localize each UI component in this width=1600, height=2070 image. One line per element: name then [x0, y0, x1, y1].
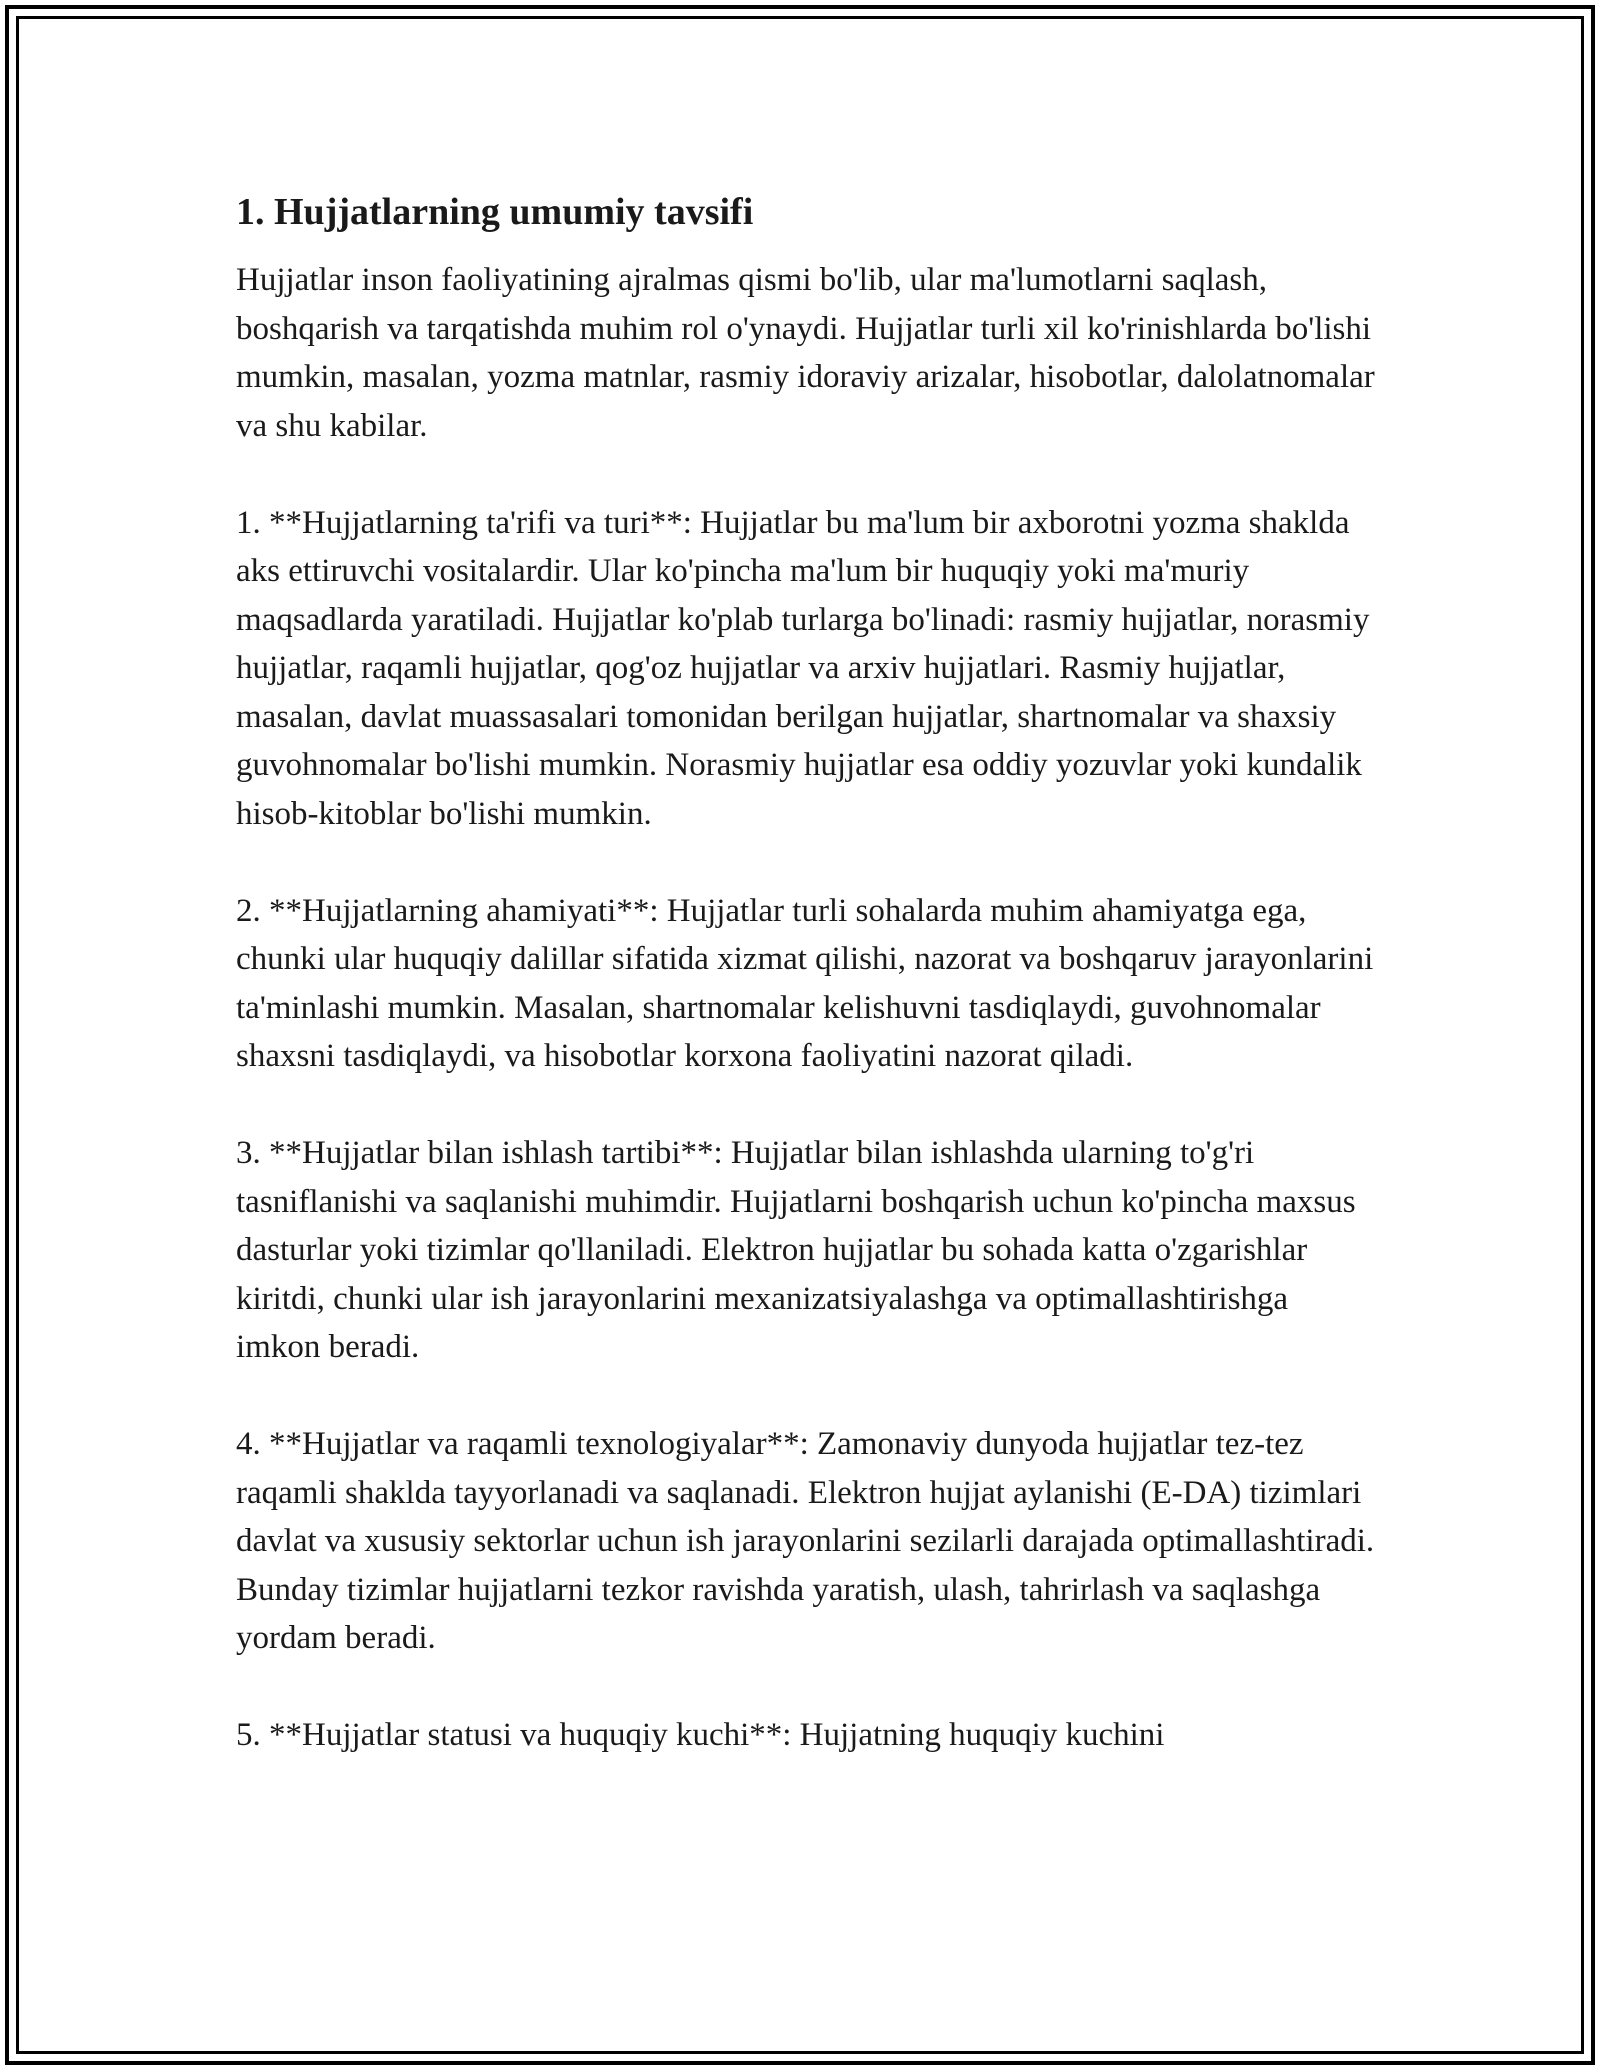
document-body: [236, 186, 1376, 1808]
document-title: 1. Hujjatlarning umumiy tavsifi: [236, 191, 754, 233]
section-1-paragraph: 1. **Hujjatlarning ta'rifi va turi**: Hujjatlar bu ma'lum bir axborotni yozma shaklda aks ettiruvchi vositalardir. Ular ko'pincha ma'lum bir huquqiy yoki ma'muriy maqsadlarda yaratiladi. Hujjatlar ko'plab turlarga bo'linadi: rasmiy hujjatlar, norasmiy hujjatlar, raqamli hujjatlar, qog'oz hujjatlar va arxiv hujjatlari. Rasmiy hujjatlar, masalan, davlat muassasalari tomonidan berilgan hujjatlar, shartnomalar va shaxsiy guvohnomalar bo'lishi mumkin. Norasmiy hujjatlar esa oddiy yozuvlar yoki kundalik hisob-kitoblar bo'lishi mumkin.: [236, 504, 1370, 832]
section-3-paragraph: 3. **Hujjatlar bilan ishlash tartibi**: Hujjatlar bilan ishlashda ularning to'g'ri tasniflanishi va saqlanishi muhimdir. Hujjatlarni boshqarish uchun ko'pincha maxsus dasturlar yoki tizimlar qo'llaniladi. Elektron hujjatlar bu sohada katta o'zgarishlar kiritdi, chunki ular ish jarayonlarini mexanizatsiyalashga va optimallashtirishga imkon beradi.: [236, 1135, 1356, 1365]
section-2-paragraph: 2. **Hujjatlarning ahamiyati**: Hujjatlar turli sohalarda muhim ahamiyatga ega, chunki ular huquqiy dalillar sifatida xizmat qilishi, nazorat va boshqaruv jarayonlarini ta'minlashi mumkin. Masalan, shartnomalar kelishuvni tasdiqlaydi, guvohnomalar shaxsni tasdiqlaydi, va hisobotlar korxona faoliyatini nazorat qiladi.: [236, 892, 1374, 1074]
section-4-paragraph: 4. **Hujjatlar va raqamli texnologiyalar**: Zamonaviy dunyoda hujjatlar tez-tez raqamli shaklda tayyorlanadi va saqlanadi. Elektron hujjat aylanishi (E-DA) tizimlari davlat va xususiy sektorlar uchun ish jarayonlarini sezilarli darajada optimallashtiradi. Bunday tizimlar hujjatlarni tezkor ravishda yaratish, ulash, tahrirlash va saqlashga yordam beradi.: [236, 1426, 1375, 1656]
intro-paragraph: Hujjatlar inson faoliyatining ajralmas qismi bo'lib, ular ma'lumotlarni saqlash, boshqarish va tarqatishda muhim rol o'ynaydi. Hujjatlar turli xil ko'rinishlarda bo'lishi mumkin, masalan, yozma matnlar, rasmiy idoraviy arizalar, hisobotlar, dalolatnomalar va shu kabilar.: [236, 262, 1375, 444]
section-5-paragraph: 5. **Hujjatlar statusi va huquqiy kuchi**: Hujjatning huquqiy kuchini: [236, 1717, 1165, 1753]
